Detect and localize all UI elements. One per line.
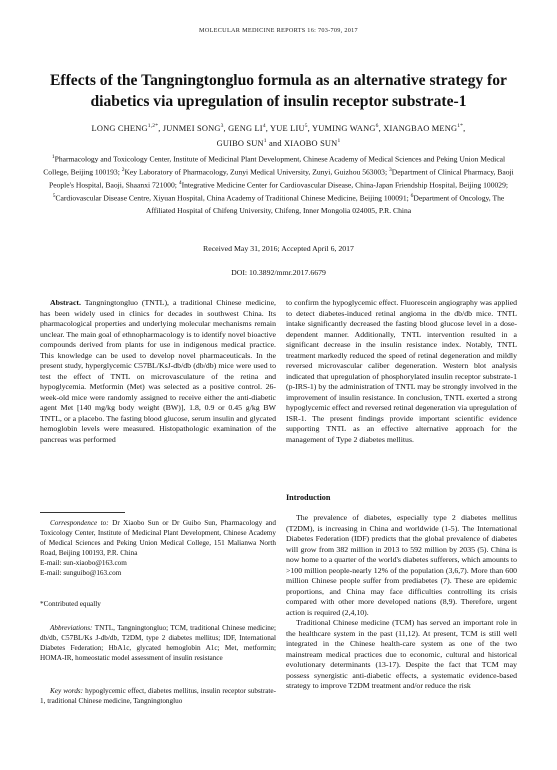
contributed-equally-note: *Contributed equally [40,600,101,608]
affiliation-number: 3 [388,167,392,174]
abstract-left-column [40,298,276,498]
introduction-heading: Introduction [286,493,331,502]
correspondence-label: Correspondence to: [50,519,109,527]
author-name: GENG LI [228,123,263,133]
footnote-divider [40,512,125,513]
author-affiliation-mark: 6 [375,123,379,129]
author-name: XIAOBO SUN [284,138,338,148]
author-conjunction: and [269,138,282,148]
journal-running-header: MOLECULAR MEDICINE REPORTS 16: 703-709, 2017 [199,27,358,34]
affiliation-number: 6 [410,193,414,200]
author-name: JUNMEI SONG [162,123,221,133]
author-name: YUMING WANG [311,123,376,133]
correspondence-text: Dr Xiaobo Sun or Dr Guibo Sun, Pharmacology and Toxicology Center, Institute of Medicinal Plant Development, Chinese Academy of Medical Sciences and Peking Union Medical College, 151 Malianwa North Road, Beijing 100193, P.R. China [40,519,276,557]
author-name: GUIBO SUN [216,138,264,148]
affiliation-text: Integrative Medicine Center for Cardiovascular Disease, China-Japan Friendship Hospital, Beijing 100029; [181,180,509,190]
affiliation-number: 2 [121,167,125,174]
author-affiliation-mark: 1* [457,123,464,129]
introduction-paragraph: The prevalence of diabetes, especially type 2 diabetes mellitus (T2DM), is increasing in China and worldwide (1-5). The International Diabetes Federation (IDF) predicts that the global prevalence of diabetes will grow from 382 million in 2013 to 592 million by 2035 (5). China is now home to a quarter of the world's diabetes sufferers, which amounts to >100 million people-nearly 12% of the population (3,6,7). More than 600 million Chinese people suffer from prediabetes (7). These are epidemic proportions, and China may face difficulties controlling its crisis compared with other more developed nations (8,9). Therefore, urgent action is required (2,4,10). [286,513,517,617]
affiliation-text: Department of Clinical Pharmacy, Baoji People's Hospital, Baoji, Shaanxi 721000; [48,167,514,190]
introduction-body [286,513,517,753]
correspondence-email: E-mail: sunguibo@163.com [40,569,122,577]
author-name: LONG CHENG [91,123,148,133]
affiliations [42,152,515,216]
received-accepted-dates: Received May 31, 2016; Accepted April 6, 2017 [203,244,354,253]
author-line-2 [40,135,517,150]
author-affiliation-mark: 1,2* [147,123,159,129]
abstract-label: Abstract. [50,298,81,307]
author-affiliation-mark: 4 [262,123,266,129]
affiliation-number: 4 [178,180,182,187]
affiliation-text: Department of Oncology, The Affiliated Hospital of Chifeng University, Chifeng, Inner Mongolia 024005, P.R. China [145,193,505,215]
article-title: Effects of the Tangningtongluo formula as an alternative strategy for diabetics via upregulation of insulin receptor substrate-1 [50,72,507,110]
author-affiliation-mark: 5 [304,123,308,129]
affiliation-number: 5 [52,193,56,200]
abbreviations-block [40,623,276,663]
correspondence-email: E-mail: sun-xiaobo@163.com [40,559,127,567]
keywords-label: Key words: [50,687,83,695]
affiliation-text: Pharmacology and Toxicology Center, Institute of Medicinal Plant Development, Chinese Academy of Medical Sciences and Peking Union Medical College, Beijing 100193; [43,154,506,177]
author-affiliation-mark: 1 [263,137,267,144]
keywords-text: hypoglycemic effect, diabetes mellitus, insulin receptor substrate-1, traditional Chinese medicine, Tangningtongluo [40,687,276,705]
correspondence-block [40,518,276,578]
abstract-right-column [286,298,517,476]
affiliation-number: 1 [51,154,55,160]
affiliation-text: Cardiovascular Disease Centre, Xiyuan Hospital, China Academy of Traditional Chinese Medicine, Beijing 100091; [55,193,409,203]
author-affiliation-mark: 3 [220,123,224,129]
introduction-paragraph: Traditional Chinese medicine (TCM) has served an important role in the healthcare system in the past (11,12). At present, TCM is still well integrated in the Chinese health-care system as one of the two mainstream medical practices due to economic, cultural and historical evolutionary determinants (13-17). Despite the fact that TCM may possess synergistic anti-diabetic effects, a systematic evidence-based strategy to improve T2DM treatment and/or reduce the risk [286,618,517,690]
keywords-block [40,686,276,706]
abbreviations-text: TNTL, Tangningtongluo; TCM, traditional Chinese medicine; db/db, C57BL/Ks J-db/db, T2DM, type 2 diabetes mellitus; IDF, International Diabetes Federation; HbA1c, glycated hemoglobin A1c; Met, metformin; HOMA-IR, homeostatic model assessment of insulin resistance [40,624,276,662]
author-line-1: LONG $CHENG^{1,2*}$, JUNMEI SONG$^3$, GENG $LI^4$, YUE LIU$^5$, YUMING WANG$^6$, XIANGBAO $MENG^{1*}$, [91,123,466,133]
affiliation-text: Key Laboratory of Pharmacology, Zunyi Medical University, Zunyi, Guizhou 563003; [124,167,389,177]
abstract-text: Tangningtongluo (TNTL), a traditional Chinese medicine, has been widely used in clinics for decades in southwest China. Its pharmacological properties and underlying molecular mechanisms remain unclear. The main goal of ethnopharmacology is to identify novel bioactive compounds derived from plants for use in indigenous medical practice. This knowledge can be used to develop novel pharmaceuticals. In the present study, hyperglycemic C57BL/KsJ-db/db (db/db) mice were used to test the effect of TNTL on microvasculature of the retina and hypoglycemia. Metformin (Met) was selected as a positive control. 26-week-old mice were randomly assigned to receive either the anti-diabetic agent Met [140 mg/kg body weight (BW)], 1.8, 0.9 or 0.45 g/kg BW TNTL, or a placebo. The fasting blood glucose, serum insulin and glycated hemoglobin levels were measured. Histopathologic examination of the pancreas was performed [40,298,276,444]
author-affiliation-mark: 1 [337,137,341,144]
author-name: YUE LIU [270,123,305,133]
doi: DOI: 10.3892/mmr.2017.6679 [231,268,326,277]
author-name: XIANGBAO MENG [383,123,458,133]
author-list [40,120,517,150]
abbreviations-label: Abbreviations: [50,624,93,632]
abstract-text-continued: to confirm the hypoglycemic effect. Fluorescein angiography was applied to detect diabetes-induced retinal angioma in the db/db mice. TNTL intake significantly decreased the fasting blood glucose level in a dose-dependent manner. Additionally, TNTL intervention resulted in a significant decrease in the insulin resistance index. Notably, TNTL treatment markedly reduced the speed of retinal degeneration and mildly reversed microvascular caliber degeneration. Western blot analysis indicated that upregulation of phosphorylated insulin receptor substrate-1 (p-IRS-1) by the administration of TNTL may be strongly involved in the improvement of insulin resistance. In conclusion, TNTL exerted a strong hypoglycemic effect and reversed retinal degeneration via upregulation of ISR-1. The present findings provide important scientific evidence supporting TNTL as an effective alternative approach for the management of Type 2 diabetes mellitus. [286,298,517,444]
